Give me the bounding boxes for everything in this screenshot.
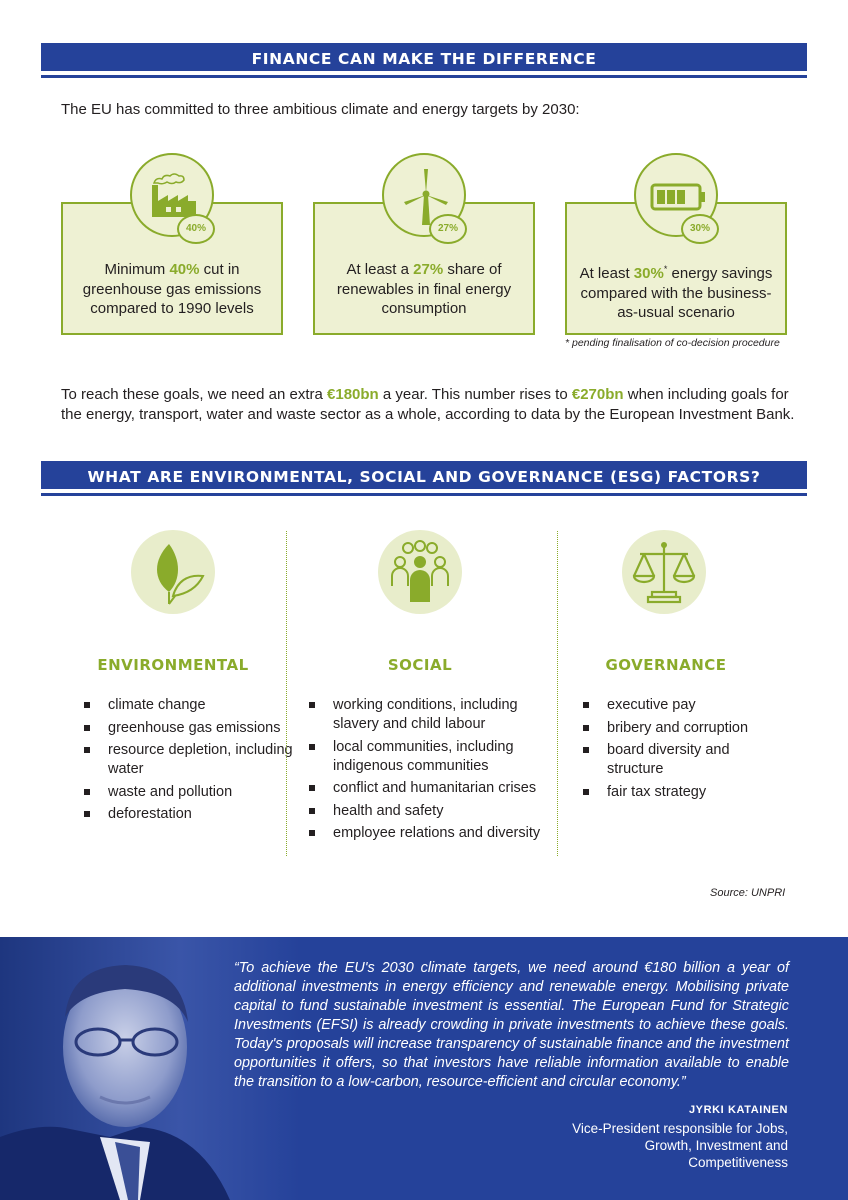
column-divider [286, 531, 287, 856]
target-card-renewables [313, 153, 535, 335]
list-item: health and safety [308, 802, 548, 821]
speaker-role: Vice-President responsible for Jobs, Growth, Investment and Competitiveness [572, 1121, 788, 1170]
list-item: bribery and corruption [582, 719, 752, 738]
column-divider [557, 531, 558, 856]
pending-footnote: * pending finalisation of co-decision procedure [565, 337, 780, 349]
list-item: conflict and humanitarian crises [308, 779, 548, 798]
wind-turbine-icon [382, 153, 466, 237]
list-item: employee relations and diversity [308, 824, 548, 843]
esg-title: GOVERNANCE [605, 656, 727, 674]
intro-text: The EU has committed to three ambitious climate and energy targets by 2030: [61, 101, 580, 118]
target-card-box: At least a 27% share of renewables in final energy consumption [313, 202, 535, 335]
list-item: executive pay [582, 696, 752, 715]
scales-icon [622, 530, 706, 614]
target-card-box: Minimum 40% cut in greenhouse gas emissions compared to 1990 levels [61, 202, 283, 335]
goals-paragraph: To reach these goals, we need an extra €180bn a year. This number rises to €270bn when including goals for the energy, transport, water and waste sector as a whole, according to data by the European Investment Bank. [61, 386, 795, 423]
speaker-attribution [558, 1104, 788, 1171]
target-card-box: At least 30%* energy savings compared with the business-as-usual scenario [565, 202, 787, 335]
list-item: local communities, including indigenous communities [308, 738, 548, 776]
esg-title: SOCIAL [387, 656, 453, 674]
esg-title: ENVIRONMENTAL [97, 656, 249, 674]
source-note: Source: UNPRI [710, 887, 786, 899]
target-badge: 27% [429, 214, 467, 244]
esg-list [582, 696, 752, 805]
esg-list [83, 696, 313, 828]
list-item: greenhouse gas emissions [83, 719, 313, 738]
quote-text: “To achieve the EU's 2030 climate targets, we need around €180 billion a year of additional investments in energy efficiency and renewable energy. Mobilising private capital to fund sustainable investment is essential. The European Fund for Strategic Investments (EFSI) is already crowding in private investments to achieve these goals. Today's proposals will increase transparency of sustainable finance and the investment opportunities it offers, so that investors have reliable information available to enable the transition to a low-carbon, resource-efficient and circular economy.” [234, 960, 789, 1090]
list-item: board diversity and structure [582, 741, 752, 779]
list-item: waste and pollution [83, 783, 313, 802]
target-badge: 40% [177, 214, 215, 244]
section-header-esg: WHAT ARE ENVIRONMENTAL, SOCIAL AND GOVERNANCE (ESG) FACTORS? [41, 461, 807, 493]
factory-icon [130, 153, 214, 237]
quote-panel [0, 937, 848, 1200]
leaf-icon [131, 530, 215, 614]
list-item: working conditions, including slavery and child labour [308, 696, 548, 734]
battery-icon [634, 153, 718, 237]
list-item: deforestation [83, 805, 313, 824]
section-header-finance: FINANCE CAN MAKE THE DIFFERENCE [41, 43, 807, 75]
esg-list [308, 696, 548, 847]
list-item: resource depletion, including water [83, 741, 313, 779]
target-card-emissions [61, 153, 283, 335]
speaker-name: JYRKI KATAINEN [688, 1104, 788, 1116]
target-badge: 30% [681, 214, 719, 244]
list-item: fair tax strategy [582, 783, 752, 802]
target-card-efficiency [565, 153, 787, 335]
list-item: climate change [83, 696, 313, 715]
people-icon [378, 530, 462, 614]
